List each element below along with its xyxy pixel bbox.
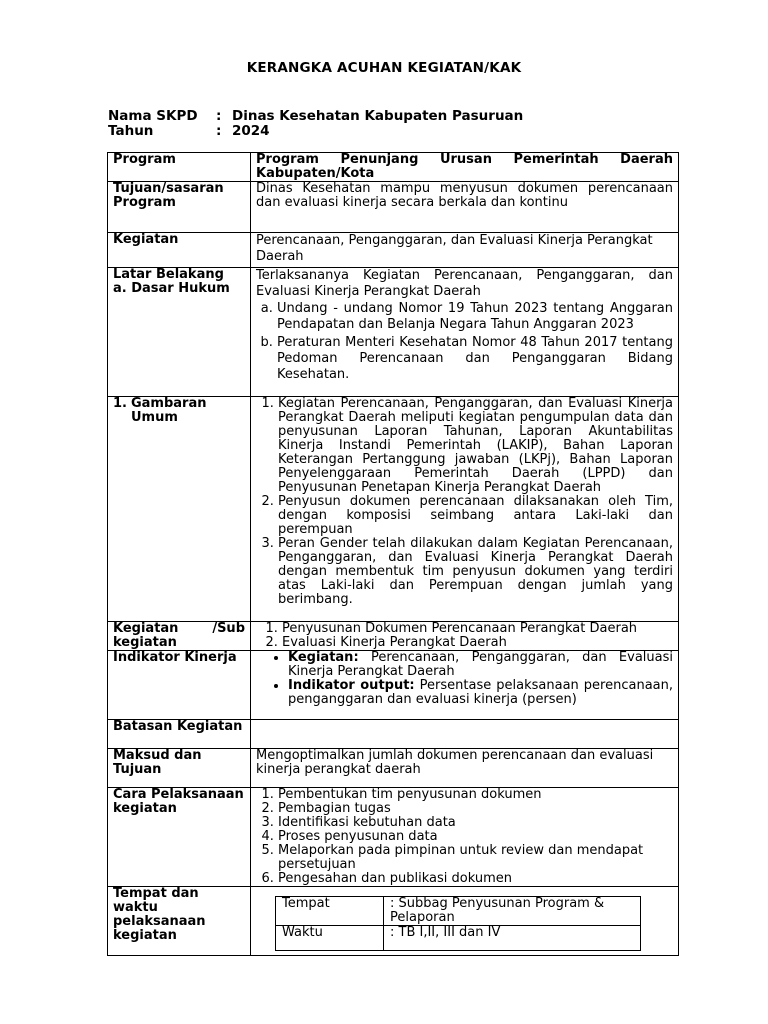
cara-item: 6. Pengesahan dan publikasi dokumen xyxy=(278,872,673,886)
indikator-content xyxy=(251,651,679,720)
latar-label xyxy=(108,268,251,397)
subkegiatan-label: Kegiatan /Sub kegiatan xyxy=(108,622,251,651)
tujuan-label: Tujuan/sasaran Program xyxy=(108,182,251,233)
dasar-hukum-item: a. Undang - undang Nomor 19 Tahun 2023 tentang Anggaran Pendapatan dan Belanja Negara Tahun Anggaran 2023 xyxy=(277,301,673,333)
subkegiatan-content xyxy=(251,622,679,651)
cara-item: 2. Pembagian tugas xyxy=(278,802,673,816)
tahun-value: 2024 xyxy=(232,123,270,139)
dasar-hukum-item: b. Peraturan Menteri Kesehatan Nomor 48 Tahun 2017 tentang Pedoman Perencanaan dan Penganggaran Bidang Kesehatan. xyxy=(277,335,673,383)
waktu-value: : TB I,II, III dan IV xyxy=(384,926,641,951)
row-cara xyxy=(108,788,679,887)
cara-item: 3. Identifikasi kebutuhan data xyxy=(278,816,673,830)
row-gambaran-umum xyxy=(108,397,679,622)
kegiatan-value: Perencanaan, Penganggaran, dan Evaluasi Kinerja Perangkat Daerah xyxy=(251,233,679,268)
maksud-label: Maksud dan Tujuan xyxy=(108,749,251,788)
skpd-colon: : xyxy=(216,108,222,124)
row-sub-kegiatan xyxy=(108,622,679,651)
tempat-waktu-content xyxy=(251,887,679,956)
indikator-label: Indikator Kinerja xyxy=(108,651,251,720)
gambaran-item: 3. Peran Gender telah dilakukan dalam Kegiatan Perencanaan, Penganggaran, dan Evaluasi Kinerja Perangkat Daerah dengan membentuk tim penyusun dokumen yang terdiri atas Laki-laki dan Perempuan dengan jumlah yang berimbang. xyxy=(278,537,673,607)
indikator-kegiatan xyxy=(288,651,673,679)
gambaran-item: 1. Kegiatan Perencanaan, Penganggaran, dan Evaluasi Kinerja Perangkat Daerah meliputi kegiatan pengumpulan data dan penyusunan Laporan Tahunan, Laporan Akuntabilitas Kinerja Instandi Pemerintah (LAKIP), Bahan Laporan Keterangan Pertanggung jawaban (LKPj), Bahan Laporan Penyelenggaraan Pemerintah Daerah (LPPD) dan Penyusunan Penetapan Kinerja Perangkat Daerah xyxy=(278,397,673,495)
program-value: Program Penunjang Urusan Pemerintah Daerah Kabupaten/Kota xyxy=(251,153,679,182)
indikator-output xyxy=(288,679,673,707)
cara-content xyxy=(251,788,679,887)
tempat-row xyxy=(276,897,641,926)
latar-intro: Terlaksananya Kegiatan Perencanaan, Penganggaran, dan Evaluasi Kinerja Perangkat Daerah xyxy=(256,268,673,299)
skpd-label: Nama SKPD xyxy=(108,108,198,124)
gambaran-label xyxy=(108,397,251,622)
batasan-value xyxy=(251,720,679,749)
row-kegiatan xyxy=(108,233,679,268)
indikator-output-value: Persentase pelaksanaan perencanaan, penganggaran dan evaluasi kinerja (persen) xyxy=(288,678,674,707)
row-indikator xyxy=(108,651,679,720)
gambaran-item: 2. Penyusun dokumen perencanaan dilaksanakan oleh Tim, dengan komposisi seimbang antara Laki-laki dan perempuan xyxy=(278,495,673,537)
batasan-label: Batasan Kegiatan xyxy=(108,720,251,749)
row-latar-belakang xyxy=(108,268,679,397)
tempat-waktu-table xyxy=(275,896,641,951)
tahun-line xyxy=(108,123,270,139)
tahun-label: Tahun xyxy=(108,123,154,139)
cara-item: 5. Melaporkan pada pimpinan untuk review dan mendapat persetujuan xyxy=(278,844,673,872)
latar-content xyxy=(251,268,679,397)
cara-label: Cara Pelaksanaan kegiatan xyxy=(108,788,251,887)
gambaran-number: 1. xyxy=(113,396,127,411)
indikator-output-key: Indikator output: xyxy=(288,678,415,693)
subkegiatan-item: 2. Evaluasi Kinerja Perangkat Daerah xyxy=(282,636,673,650)
latar-label-1: Latar Belakang xyxy=(113,267,224,282)
maksud-value: Mengoptimalkan jumlah dokumen perencanaan dan evaluasi kinerja perangkat daerah xyxy=(251,749,679,788)
gambaran-content xyxy=(251,397,679,622)
document-title: KERANGKA ACUHAN KEGIATAN/KAK xyxy=(246,60,522,76)
row-tempat-waktu xyxy=(108,887,679,956)
gambaran-text: Gambaran Umum xyxy=(130,396,207,425)
indikator-kegiatan-value: Perencanaan, Penganggaran, dan Evaluasi Kinerja Perangkat Daerah xyxy=(288,650,673,679)
tujuan-value: Dinas Kesehatan mampu menyusun dokumen perencanaan dan evaluasi kinerja secara berkala dan kontinu xyxy=(251,182,679,233)
skpd-value: Dinas Kesehatan Kabupaten Pasuruan xyxy=(232,108,524,124)
row-batasan xyxy=(108,720,679,749)
row-maksud xyxy=(108,749,679,788)
cara-item: 4. Proses penyusunan data xyxy=(278,830,673,844)
waktu-label: Waktu xyxy=(276,926,384,951)
row-tujuan xyxy=(108,182,679,233)
tahun-colon: : xyxy=(216,123,222,139)
latar-label-2: a. Dasar Hukum xyxy=(113,281,230,296)
subkegiatan-item: 1. Penyusunan Dokumen Perencanaan Perangkat Daerah xyxy=(282,622,673,636)
tempat-label: Tempat xyxy=(276,897,384,926)
kegiatan-label: Kegiatan xyxy=(108,233,251,268)
tempat-waktu-label: Tempat dan waktu pelaksanaan kegiatan xyxy=(108,887,251,956)
row-program xyxy=(108,153,679,182)
waktu-row xyxy=(276,926,641,951)
cara-item: 1. Pembentukan tim penyusunan dokumen xyxy=(278,788,673,802)
tempat-value: : Subbag Penyusunan Program & Pelaporan xyxy=(384,897,641,926)
kak-table xyxy=(107,152,679,956)
indikator-kegiatan-key: Kegiatan: xyxy=(288,650,359,665)
program-label: Program xyxy=(108,153,251,182)
skpd-line xyxy=(108,108,523,124)
